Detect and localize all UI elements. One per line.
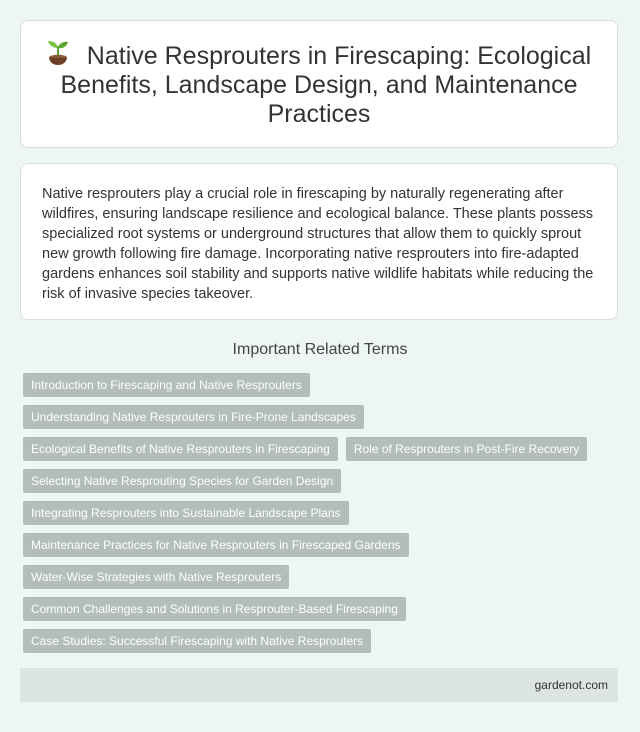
related-term-tag[interactable]: Case Studies: Successful Firescaping with Native Resprouters (23, 629, 371, 653)
related-term-tag[interactable]: Ecological Benefits of Native Resprouters in Firescaping (23, 437, 338, 461)
related-term-tag[interactable]: Integrating Resprouters into Sustainable Landscape Plans (23, 501, 349, 525)
related-term-tag[interactable]: Common Challenges and Solutions in Resprouter-Based Firescaping (23, 597, 406, 621)
related-term-tag[interactable]: Water-Wise Strategies with Native Resprouters (23, 565, 289, 589)
title-card (20, 20, 618, 148)
related-term-tag[interactable]: Role of Resprouters in Post-Fire Recovery (346, 437, 587, 461)
page-title-text: Native Resprouters in Firescaping: Ecological Benefits, Landscape Design, and Maintenance Practices (60, 41, 592, 128)
sprout-icon (47, 40, 69, 66)
page-title (45, 40, 593, 129)
intro-card (20, 163, 618, 320)
related-term-tag[interactable]: Introduction to Firescaping and Native Resprouters (23, 373, 310, 397)
footer (20, 668, 618, 702)
related-terms-heading: Important Related Terms (232, 341, 408, 358)
intro-paragraph: Native resprouters play a crucial role in firescaping by naturally regenerating after wildfires, ensuring landscape resilience and ecological balance. These plants possess specialized root systems or underground structures that allow them to quickly sprout new growth following fire damage. Incorporating native resprouters into fire-adapted gardens enhances soil stability and supports native wildlife habitats while reducing the risk of invasive species takeover. (42, 186, 594, 302)
related-term-tag[interactable]: Maintenance Practices for Native Resprouters in Firescaped Gardens (23, 533, 409, 557)
related-term-tag[interactable]: Understanding Native Resprouters in Fire-Prone Landscapes (23, 405, 364, 429)
related-terms-list (23, 373, 619, 653)
footer-site-link[interactable]: gardenot.com (534, 678, 608, 692)
related-term-tag[interactable]: Selecting Native Resprouting Species for Garden Design (23, 469, 341, 493)
